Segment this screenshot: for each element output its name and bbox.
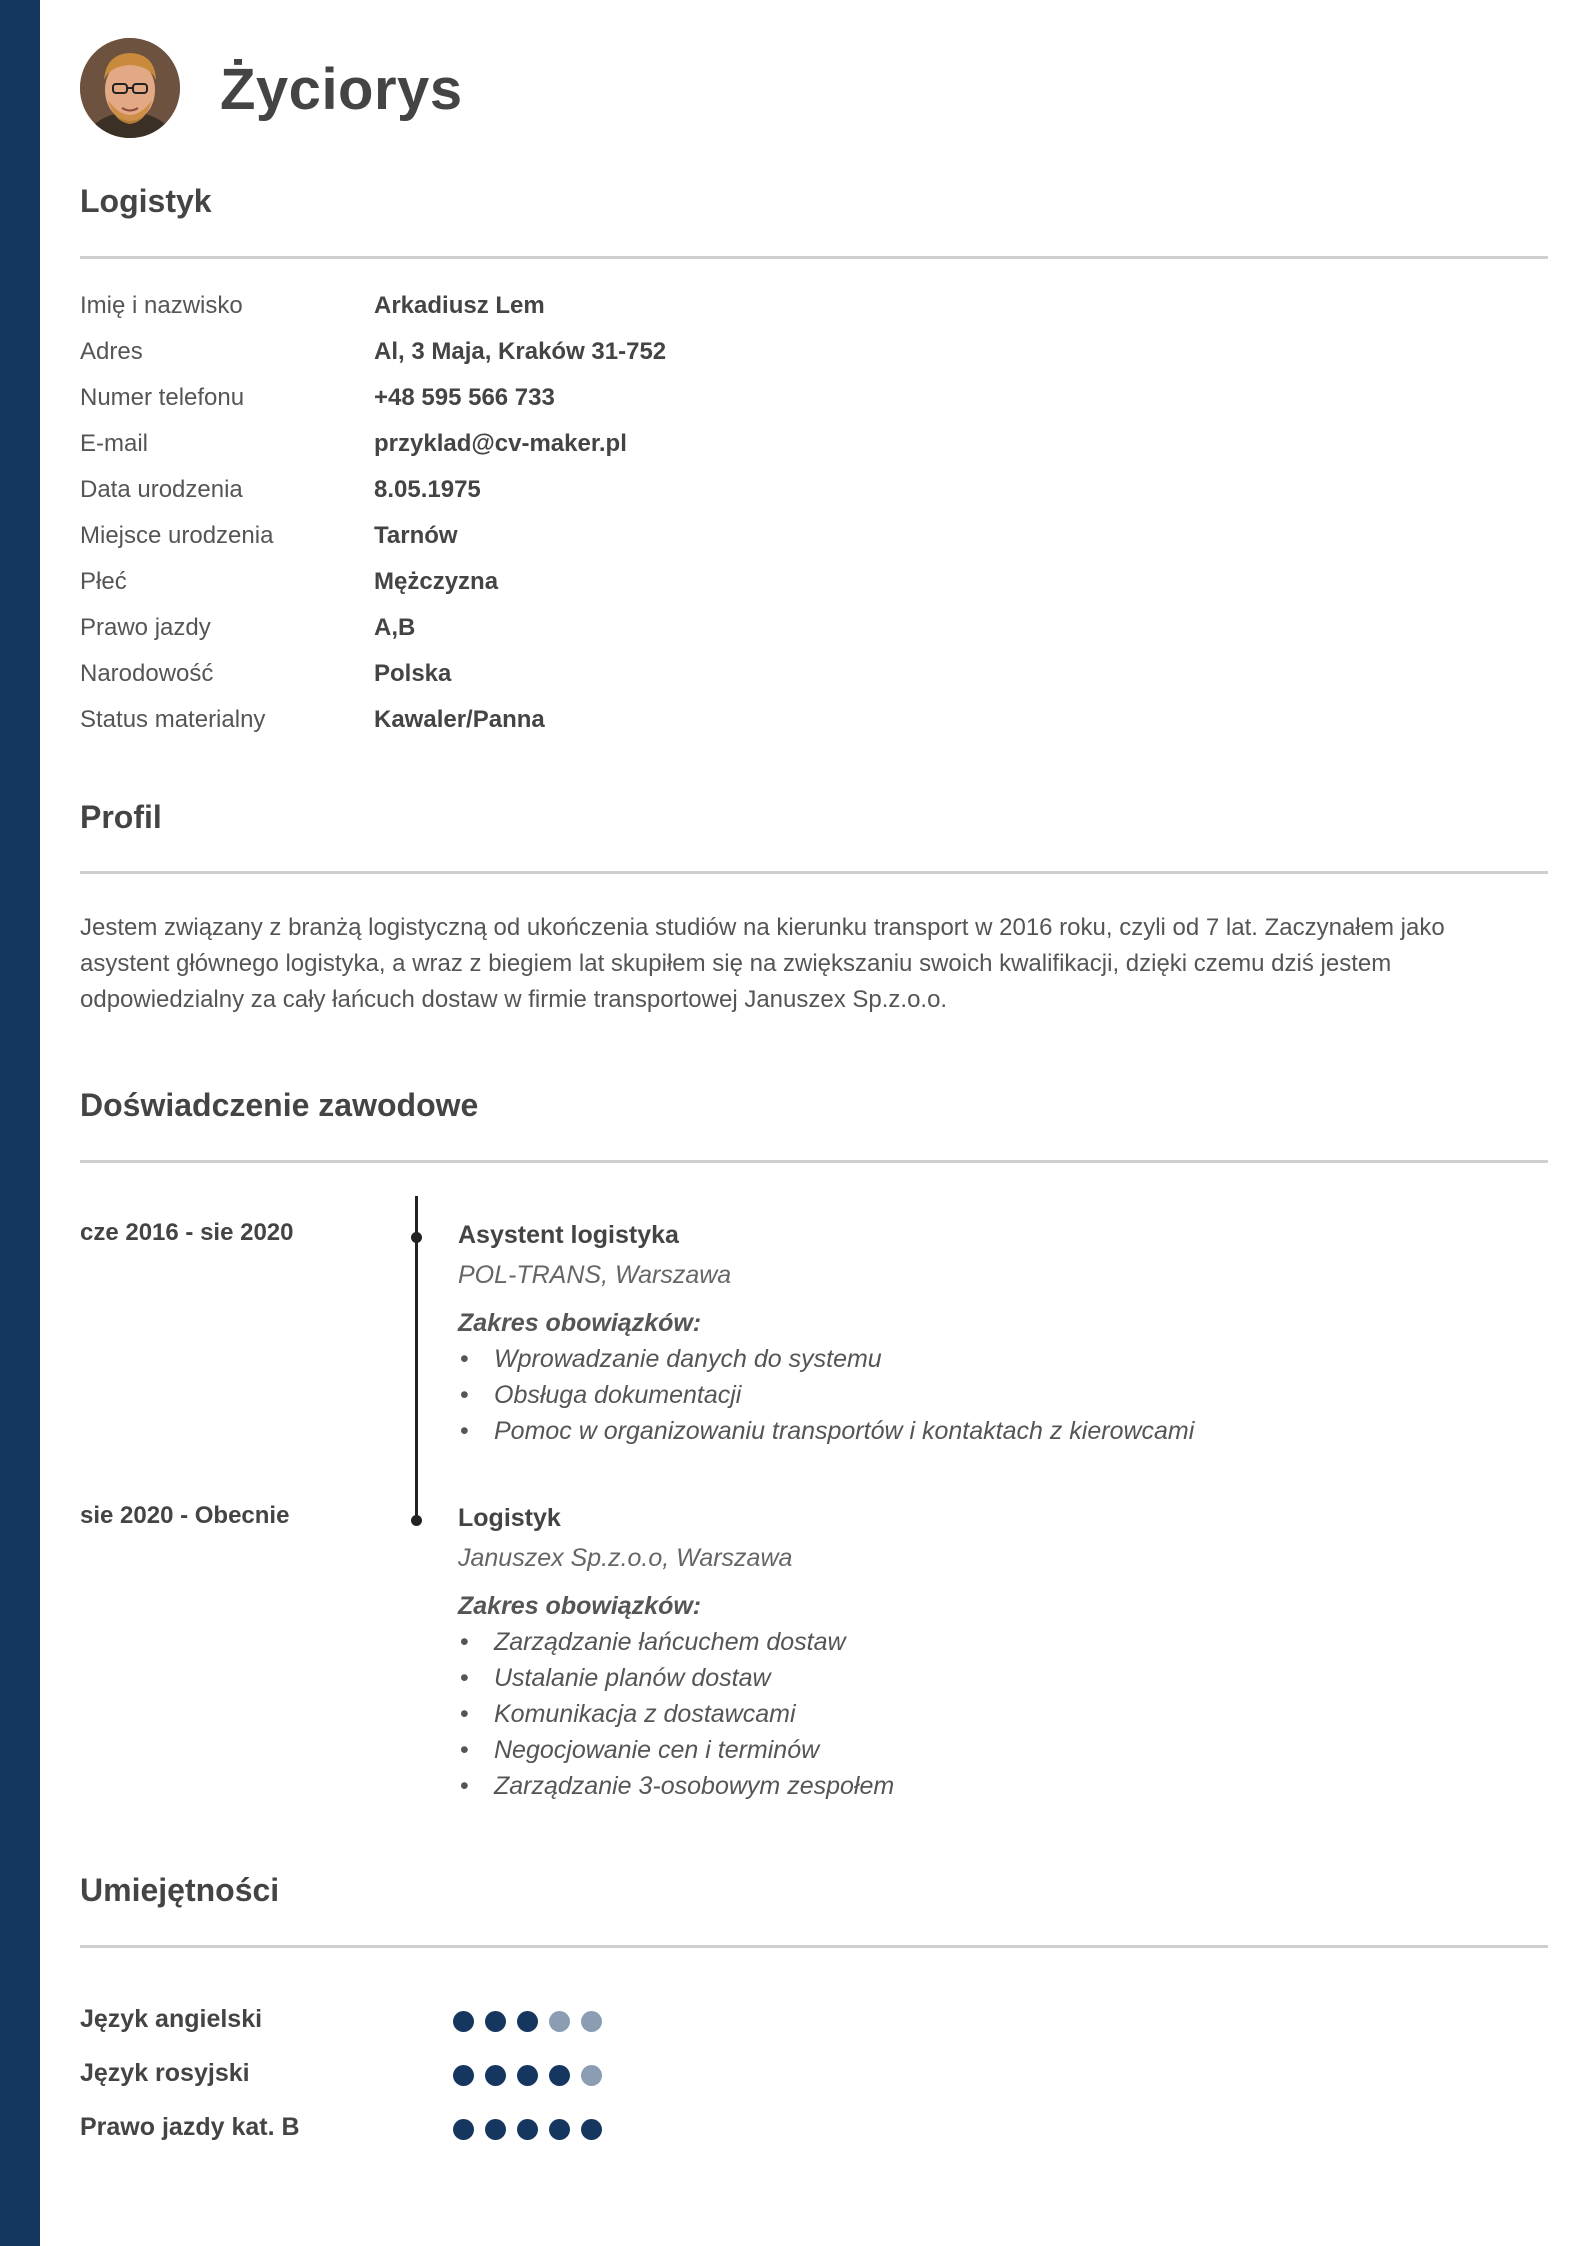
- section-title-profile: Profil: [80, 799, 162, 835]
- skill-dot-filled: [453, 2011, 474, 2032]
- detail-label: Prawo jazdy: [80, 614, 211, 641]
- detail-label: Adres: [80, 338, 143, 365]
- job-body: [458, 1219, 1538, 1451]
- timeline-dot: [411, 1232, 422, 1243]
- bullet-icon: •: [460, 1736, 469, 1764]
- section-title-skills: Umiejętności: [80, 1872, 280, 1908]
- detail-label: Numer telefonu: [80, 384, 245, 411]
- timeline-line: [415, 1196, 418, 1524]
- avatar: [80, 38, 180, 138]
- list-item: [458, 1379, 1538, 1415]
- skill-dot-filled: [549, 2119, 570, 2140]
- list-item: [458, 1770, 1538, 1806]
- list-item: [458, 1343, 1538, 1379]
- bullet-icon: •: [460, 1381, 469, 1409]
- duty-text: Wprowadzanie danych do systemu: [494, 1345, 882, 1373]
- list-item: [458, 1662, 1538, 1698]
- bullet-icon: •: [460, 1772, 469, 1800]
- detail-value: Al, 3 Maja, Kraków 31-752: [374, 338, 667, 365]
- detail-value: Kawaler/Panna: [374, 706, 545, 733]
- skill-level-dots: [453, 2011, 613, 2033]
- divider: [80, 1945, 1548, 1948]
- list-item: [458, 1626, 1538, 1662]
- bullet-icon: •: [460, 1417, 469, 1445]
- list-item: [458, 1734, 1538, 1770]
- duty-list: [458, 1343, 1538, 1451]
- skill-dot-filled: [549, 2065, 570, 2086]
- duty-text: Zarządzanie 3-osobowym zespołem: [494, 1772, 895, 1800]
- sidebar-accent-bar: [0, 0, 40, 2246]
- detail-value: 8.05.1975: [374, 476, 481, 503]
- detail-label: E-mail: [80, 430, 149, 457]
- skill-dot-empty: [549, 2011, 570, 2032]
- job-company: Januszex Sp.z.o.o, Warszawa: [458, 1544, 793, 1572]
- detail-row-email: [80, 430, 1548, 476]
- job-title: Logistyk: [458, 1504, 561, 1532]
- skill-row: [80, 2059, 1548, 2099]
- duty-text: Pomoc w organizowaniu transportów i kontaktach z kierowcami: [494, 1417, 1195, 1445]
- skill-dot-filled: [485, 2011, 506, 2032]
- skill-dot-empty: [581, 2065, 602, 2086]
- detail-label: Narodowość: [80, 660, 214, 687]
- skill-dot-filled: [485, 2065, 506, 2086]
- skill-name: Język angielski: [80, 2005, 263, 2033]
- detail-value: Polska: [374, 660, 452, 687]
- detail-label: Status materialny: [80, 706, 266, 733]
- bullet-icon: •: [460, 1628, 469, 1656]
- avatar-portrait-image: [80, 38, 180, 138]
- detail-value: Tarnów: [374, 522, 458, 549]
- duty-text: Obsługa dokumentacji: [494, 1381, 742, 1409]
- detail-label: Data urodzenia: [80, 476, 243, 503]
- detail-row-birth-place: [80, 522, 1548, 568]
- skill-dot-filled: [517, 2065, 538, 2086]
- skill-name: Język rosyjski: [80, 2059, 250, 2087]
- skill-dot-filled: [485, 2119, 506, 2140]
- job-title: Asystent logistyka: [458, 1221, 679, 1249]
- skill-dot-filled: [581, 2119, 602, 2140]
- resume-header: [80, 38, 1548, 142]
- job-duties-label: Zakres obowiązków:: [458, 1592, 702, 1620]
- section-title-experience: Doświadczenie zawodowe: [80, 1087, 479, 1123]
- timeline-dot: [411, 1515, 422, 1526]
- job-duties-label: Zakres obowiązków:: [458, 1309, 702, 1337]
- profile-text: Jestem związany z branżą logistyczną od ukończenia studiów na kierunku transport w 2016 roku, czyli od 7 lat. Zaczynałem jako asystent głównego logistyka, a wraz z biegiem lat skupiłem się na zwiększaniu swoich kwalifikacji, dzięki czemu dziś jestem odpowiedzialny za cały łańcuch dostaw w firmie transportowej Januszex Sp.z.o.o.: [80, 914, 1445, 1013]
- bullet-icon: •: [460, 1700, 469, 1728]
- detail-value: +48 595 566 733: [374, 384, 555, 411]
- duty-text: Komunikacja z dostawcami: [494, 1700, 796, 1728]
- detail-value: A,B: [374, 614, 416, 641]
- list-item: [458, 1415, 1538, 1451]
- divider: [80, 871, 1548, 874]
- job-body: [458, 1502, 1538, 1806]
- divider: [80, 256, 1548, 259]
- job-date: cze 2016 - sie 2020: [80, 1219, 294, 1246]
- skill-level-dots: [453, 2119, 613, 2141]
- detail-label: Imię i nazwisko: [80, 292, 243, 319]
- detail-label: Płeć: [80, 568, 127, 595]
- detail-row-gender: [80, 568, 1548, 614]
- personal-details: [80, 292, 1548, 752]
- detail-row-marital-status: [80, 706, 1548, 752]
- duty-text: Zarządzanie łańcuchem dostaw: [494, 1628, 846, 1656]
- duty-list: [458, 1626, 1538, 1806]
- skill-dot-filled: [453, 2119, 474, 2140]
- detail-row-driving-license: [80, 614, 1548, 660]
- detail-row-address: [80, 338, 1548, 384]
- job-date: sie 2020 - Obecnie: [80, 1502, 290, 1529]
- duty-text: Negocjowanie cen i terminów: [494, 1736, 820, 1764]
- detail-row-phone: [80, 384, 1548, 430]
- bullet-icon: •: [460, 1345, 469, 1373]
- detail-row-birth-date: [80, 476, 1548, 522]
- page-title: Życiorys: [220, 57, 463, 122]
- divider: [80, 1160, 1548, 1163]
- detail-value: Mężczyzna: [374, 568, 499, 595]
- duty-text: Ustalanie planów dostaw: [494, 1664, 771, 1692]
- skill-dot-filled: [453, 2065, 474, 2086]
- list-item: [458, 1698, 1538, 1734]
- section-title-job: Logistyk: [80, 183, 212, 219]
- bullet-icon: •: [460, 1664, 469, 1692]
- detail-row-name: [80, 292, 1548, 338]
- detail-row-nationality: [80, 660, 1548, 706]
- skill-level-dots: [453, 2065, 613, 2087]
- job-company: POL-TRANS, Warszawa: [458, 1261, 732, 1289]
- skill-dot-filled: [517, 2119, 538, 2140]
- detail-label: Miejsce urodzenia: [80, 522, 274, 549]
- skill-row: [80, 2113, 1548, 2153]
- skill-row: [80, 2005, 1548, 2045]
- detail-value: Arkadiusz Lem: [374, 292, 545, 319]
- skill-dot-empty: [581, 2011, 602, 2032]
- skill-dot-filled: [517, 2011, 538, 2032]
- skill-name: Prawo jazdy kat. B: [80, 2113, 300, 2141]
- detail-value: przyklad@cv-maker.pl: [374, 430, 627, 457]
